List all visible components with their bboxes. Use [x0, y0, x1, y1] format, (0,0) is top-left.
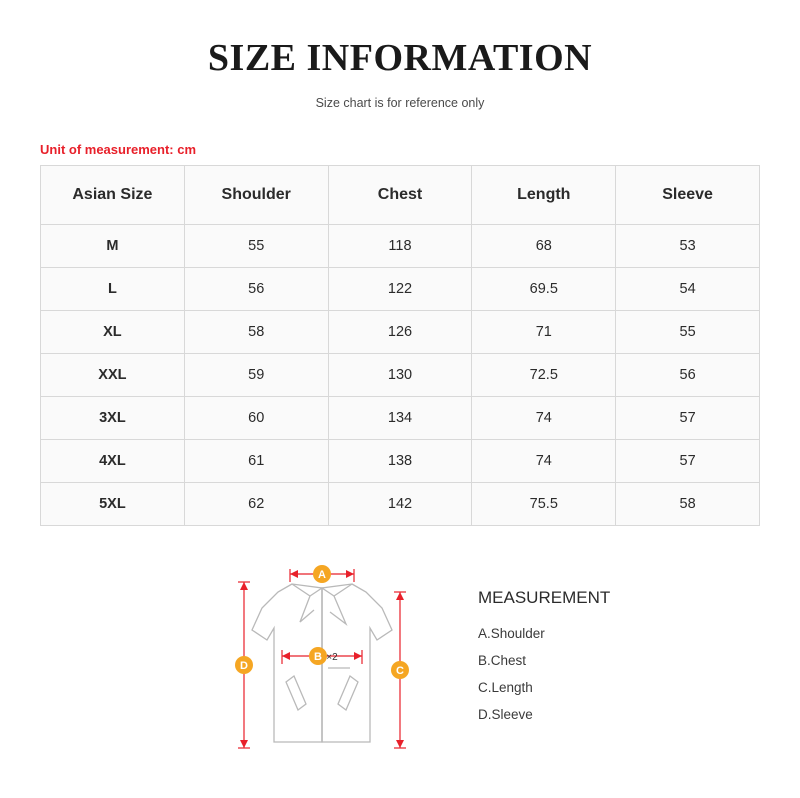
- cell-sleeve: 57: [616, 440, 760, 483]
- column-header-chest: Chest: [328, 166, 472, 225]
- cell-size: 3XL: [41, 397, 185, 440]
- table-row: [41, 397, 760, 440]
- measurement-item-shoulder: A.Shoulder: [478, 626, 545, 641]
- cell-sleeve: 54: [616, 268, 760, 311]
- measurement-item-chest: B.Chest: [478, 653, 527, 668]
- table-row: [41, 225, 760, 268]
- cell-shoulder: 61: [184, 440, 328, 483]
- marker-b-label: B: [314, 651, 322, 663]
- cell-size: M: [41, 225, 185, 268]
- cell-chest: 138: [328, 440, 472, 483]
- cell-size: XXL: [41, 354, 185, 397]
- cell-shoulder: 58: [184, 311, 328, 354]
- cell-chest: 134: [328, 397, 472, 440]
- measurement-item-sleeve: D.Sleeve: [478, 707, 533, 722]
- table-row: [41, 354, 760, 397]
- cell-sleeve: 53: [616, 225, 760, 268]
- cell-length: 72.5: [472, 354, 616, 397]
- cell-shoulder: 59: [184, 354, 328, 397]
- cell-size: L: [41, 268, 185, 311]
- cell-length: 71: [472, 311, 616, 354]
- cell-chest: 126: [328, 311, 472, 354]
- measurement-title: MEASUREMENT: [478, 588, 611, 607]
- cell-length: 75.5: [472, 483, 616, 526]
- unit-note: Unit of measurement: cm: [40, 142, 197, 157]
- marker-a-label: A: [318, 569, 326, 581]
- cell-size: 5XL: [41, 483, 185, 526]
- table-row: [41, 268, 760, 311]
- cell-sleeve: 56: [616, 354, 760, 397]
- jacket-diagram-svg: [222, 552, 422, 762]
- cell-length: 74: [472, 440, 616, 483]
- cell-chest: 130: [328, 354, 472, 397]
- size-chart-table: [40, 165, 760, 526]
- measurement-item-length: C.Length: [478, 680, 533, 695]
- page-subtitle: Size chart is for reference only: [315, 96, 485, 110]
- marker-d-label: D: [240, 660, 248, 672]
- column-header-asian-size: Asian Size: [41, 166, 185, 225]
- size-information-page: [0, 36, 800, 798]
- garment-measurement-diagram: [222, 552, 422, 762]
- measurement-legend: [478, 552, 610, 734]
- cell-chest: 118: [328, 225, 472, 268]
- cell-shoulder: 55: [184, 225, 328, 268]
- column-header-length: Length: [472, 166, 616, 225]
- cell-sleeve: 55: [616, 311, 760, 354]
- measurement-section: [0, 552, 800, 762]
- page-title: SIZE INFORMATION: [207, 37, 593, 79]
- cell-length: 74: [472, 397, 616, 440]
- cell-shoulder: 60: [184, 397, 328, 440]
- table-row: [41, 483, 760, 526]
- cell-size: XL: [41, 311, 185, 354]
- cell-shoulder: 62: [184, 483, 328, 526]
- cell-chest: 122: [328, 268, 472, 311]
- table-row: [41, 440, 760, 483]
- cell-length: 69.5: [472, 268, 616, 311]
- cell-shoulder: 56: [184, 268, 328, 311]
- table-row: [41, 311, 760, 354]
- marker-b-multiplier: ×2: [326, 652, 338, 663]
- column-header-shoulder: Shoulder: [184, 166, 328, 225]
- cell-length: 68: [472, 225, 616, 268]
- cell-chest: 142: [328, 483, 472, 526]
- column-header-sleeve: Sleeve: [616, 166, 760, 225]
- cell-sleeve: 58: [616, 483, 760, 526]
- cell-sleeve: 57: [616, 397, 760, 440]
- marker-c-label: C: [396, 665, 404, 677]
- cell-size: 4XL: [41, 440, 185, 483]
- table-header-row: [41, 166, 760, 225]
